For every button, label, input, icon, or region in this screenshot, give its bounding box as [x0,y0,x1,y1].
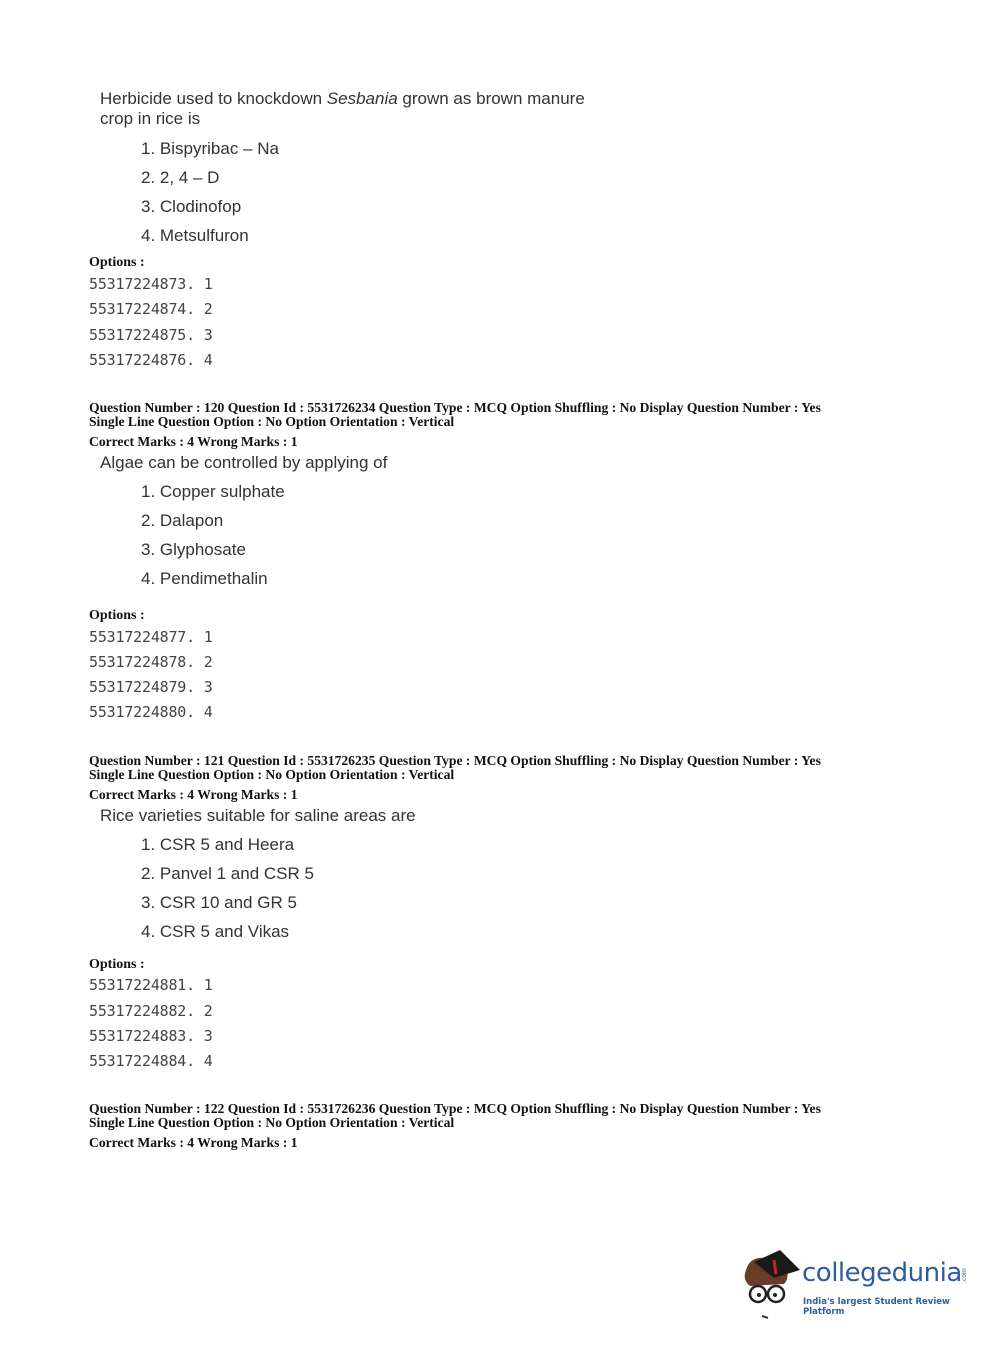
question-text: Herbicide used to knockdown Sesbania grown as brown manure [100,89,585,108]
brand-suffix: .com [960,1268,968,1283]
answer-choice: 4. Metsulfuron [141,226,249,245]
options-label: Options : [89,255,145,270]
answer-choice: 2. 2, 4 – D [141,168,220,187]
question-meta-line: Question Number : 120 Question Id : 5531726234 Question Type : MCQ Option Shuffling : No Display Question Number : Yes [89,400,821,415]
option-id: 55317224876. 4 [89,351,213,369]
option-id: 55317224873. 1 [89,275,213,293]
question-meta-line: Single Line Question Option : No Option Orientation : Vertical [89,767,455,782]
options-label: Options : [89,608,145,623]
answer-choice: 2. Dalapon [141,511,224,530]
question-meta-line: Single Line Question Option : No Option Orientation : Vertical [89,414,455,429]
question-text: Algae can be controlled by applying of [100,453,388,472]
question-text: crop in rice is [100,109,201,128]
option-id: 55317224879. 3 [89,678,213,696]
option-id: 55317224874. 2 [89,300,213,318]
option-id: 55317224882. 2 [89,1002,213,1020]
mascot-icon [740,1248,802,1320]
option-id: 55317224883. 3 [89,1027,213,1045]
collegedunia-logo [740,1248,970,1320]
option-id: 55317224880. 4 [89,703,213,721]
option-id: 55317224884. 4 [89,1052,213,1070]
marks-line: Correct Marks : 4 Wrong Marks : 1 [89,434,298,449]
answer-choice: 4. Pendimethalin [141,569,268,588]
answer-choice: 3. Clodinofop [141,197,242,216]
question-text: Rice varieties suitable for saline areas are [100,806,416,825]
question-meta-line: Single Line Question Option : No Option Orientation : Vertical [89,1115,455,1130]
option-id: 55317224881. 1 [89,976,213,994]
question-meta-line: Question Number : 122 Question Id : 5531726236 Question Type : MCQ Option Shuffling : No Display Question Number : Yes [89,1101,821,1116]
answer-choice: 1. Copper sulphate [141,482,285,501]
answer-choice: 2. Panvel 1 and CSR 5 [141,864,314,883]
answer-choice: 1. CSR 5 and Heera [141,835,295,854]
question-meta-line: Question Number : 121 Question Id : 5531726235 Question Type : MCQ Option Shuffling : No Display Question Number : Yes [89,753,821,768]
brand-tagline: India's largest Student Review Platform [803,1297,950,1317]
answer-choice: 4. CSR 5 and Vikas [141,922,290,941]
brand-name: collegedunia [802,1258,962,1288]
option-id: 55317224875. 3 [89,326,213,344]
marks-line: Correct Marks : 4 Wrong Marks : 1 [89,1135,298,1150]
option-id: 55317224878. 2 [89,653,213,671]
answer-choice: 3. CSR 10 and GR 5 [141,893,297,912]
answer-choice: 1. Bispyribac – Na [141,139,279,158]
marks-line: Correct Marks : 4 Wrong Marks : 1 [89,787,298,802]
option-id: 55317224877. 1 [89,628,213,646]
answer-choice: 3. Glyphosate [141,540,246,559]
options-label: Options : [89,957,145,972]
